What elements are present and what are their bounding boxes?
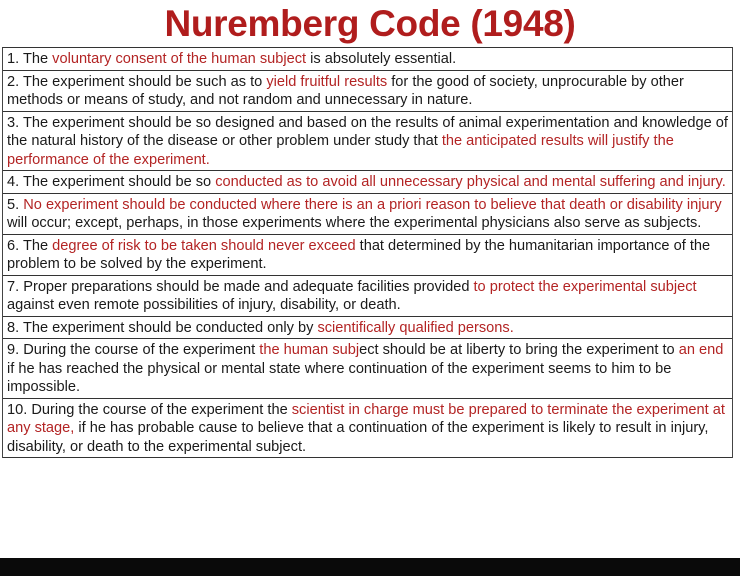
page-title: Nuremberg Code (1948) [164,3,576,44]
principle-row-5 [3,194,732,235]
principle-text: if he has probable cause to believe that a continuation of the experiment is likely to result in injury, disability, or death to the experimental subject. [7,420,709,455]
principle-text: is absolutely essential. [306,51,457,67]
principle-text: will occur; except, perhaps, in those experiments where the experimental physicians also serve as subjects. [7,215,702,231]
principle-text: 9. During the course of the experiment [7,342,260,358]
highlighted-phrase: an end [678,342,724,358]
principle-row-9 [3,339,732,399]
highlighted-phrase: voluntary consent of the human subject [52,51,307,67]
principle-text: 2. The experiment should be such as to [7,73,267,90]
principle-text: ect should be at liberty to bring the experiment to [359,342,679,358]
principle-text: 6. The [7,237,53,254]
principle-text: that determined by the humanitarian importance of the problem to be solved by the experiment. [7,237,711,272]
principle-text: 10. During the course of the experiment the [7,401,292,418]
principle-row-6 [3,235,732,276]
bottom-bar [0,558,740,576]
principles-table [2,47,733,458]
highlighted-phrase: the human subj [259,342,360,358]
principle-text: 3. The experiment should be so designed and based on the results of animal experimentation and knowledge of the natural history of the disease or other problem under study that [7,114,728,149]
highlighted-phrase: to protect the experimental subject [473,278,697,295]
highlighted-phrase: No experiment should be conducted where there is an a priori reason to believe that death or disability injury [23,196,722,213]
principle-row-1 [3,48,732,71]
principle-text: 4. The experiment should be so [7,174,216,190]
principle-row-3 [3,112,732,172]
highlighted-phrase: conducted as to avoid all unnecessary physical and mental suffering and injury. [215,174,726,190]
highlighted-phrase: the anticipated results will justify the performance of the experiment. [7,133,674,168]
principle-text: against even remote possibilities of injury, disability, or death. [7,297,401,313]
principle-row-4 [3,171,732,194]
principle-text: for the good of society, unprocurable by other methods or means of study, and not random and unnecessary in nature. [7,73,684,108]
principle-text: 7. Proper preparations should be made and adequate facilities provided [7,278,474,295]
highlighted-phrase: scientist in charge must be prepared to terminate the experiment at any stage, [7,401,725,436]
highlighted-phrase: degree of risk to be taken should never exceed [52,237,356,254]
highlighted-phrase: yield fruitful results [266,73,388,90]
highlighted-phrase: scientifically qualified persons. [317,319,514,336]
principle-text: 1. The [7,51,53,67]
principle-row-7 [3,276,732,317]
principle-text: 8. The experiment should be conducted only by [7,319,318,336]
principle-text: if he has reached the physical or mental state where continuation of the experiment seems to him to be impossible. [7,360,672,395]
principle-row-10 [3,399,732,459]
principle-row-2 [3,71,732,112]
principle-text: 5. [7,196,24,213]
principle-row-8 [3,317,732,340]
